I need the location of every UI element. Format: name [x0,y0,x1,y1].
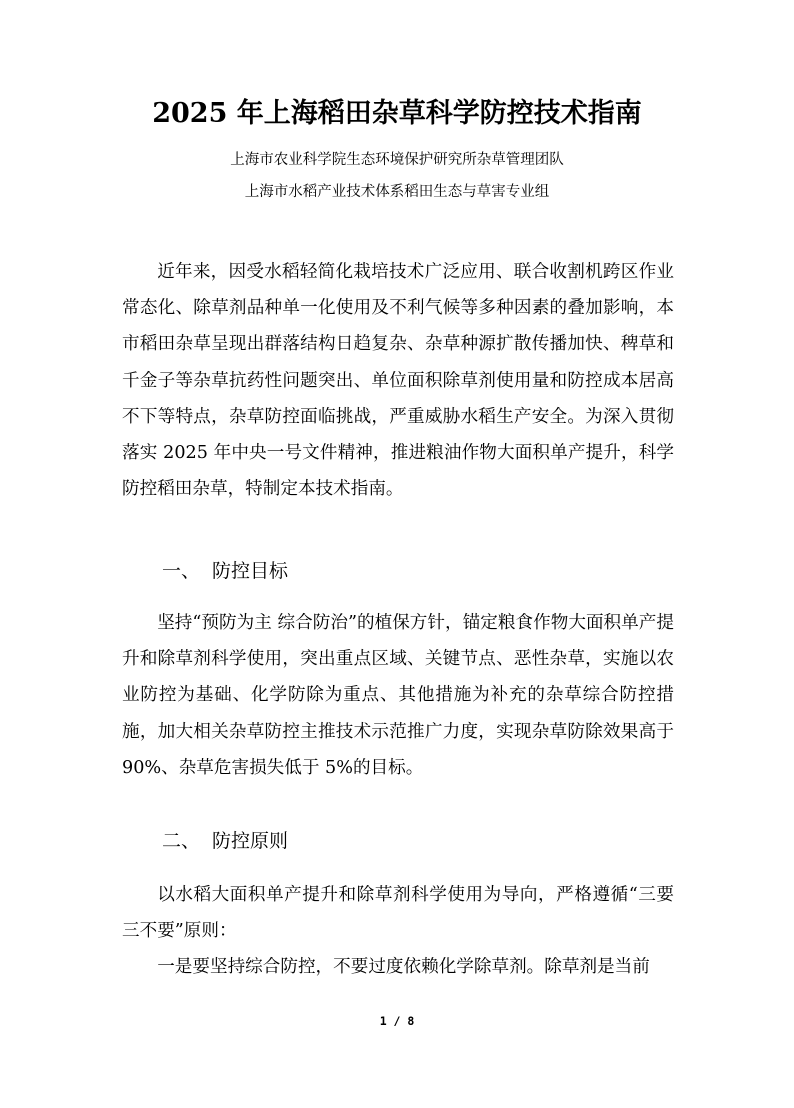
section-number: 二、 [162,830,201,852]
section-title: 防控目标 [212,560,289,582]
principles-paragraph: 以水稻大面积单产提升和除草剂科学使用为导向，严格遵循“三要三不要”原则： [122,885,674,942]
author-organization-2: 上海市水稻产业技术体系稻田生态与草害专业组 [244,184,550,200]
section-heading-principles [162,828,288,854]
section-heading-goals [162,558,288,584]
author-organization-1: 上海市农业科学院生态环境保护研究所杂草管理团队 [230,152,564,168]
intro-paragraph: 近年来，因受水稻轻简化栽培技术广泛应用、联合收割机跨区作业常态化、除草剂品种单一化使用及不利气候等多种因素的叠加影响，本市稻田杂草呈现出群落结构日趋复杂、杂草种源扩散传播加快、稗草和千金子等杂草抗药性问题突出、单位面积除草剂使用量和防控成本居高不下等特点，杂草防控面临挑战，严重威胁水稻生产安全。为深入贯彻落实 2025 年中央一号文件精神，推进粮油作物大面积单产提升，科学防控稻田杂草，特制定本技术指南。 [122,262,674,500]
document-title: 2025 年上海稻田杂草科学防控技术指南 [152,98,642,129]
principle-one-paragraph: 一是要坚持综合防控，不要过度依赖化学除草剂。除草剂是当前 [157,957,650,977]
section-number: 一、 [162,560,201,582]
goals-paragraph: 坚持“预防为主 综合防治”的植保方针，锚定粮食作物大面积单产提升和除草剂科学使用，突出重点区域、关键节点、恶性杂草，实施以农业防控为基础、化学防除为重点、其他措施为补充的杂草综合防控措施，加大相关杂草防控主推技术示范推广力度，实现杂草防除效果高于 90%、杂草危害损失低于 5%的目标。 [122,613,674,778]
section-title: 防控原则 [212,830,289,852]
page-number: 1 / 8 [379,1014,415,1028]
